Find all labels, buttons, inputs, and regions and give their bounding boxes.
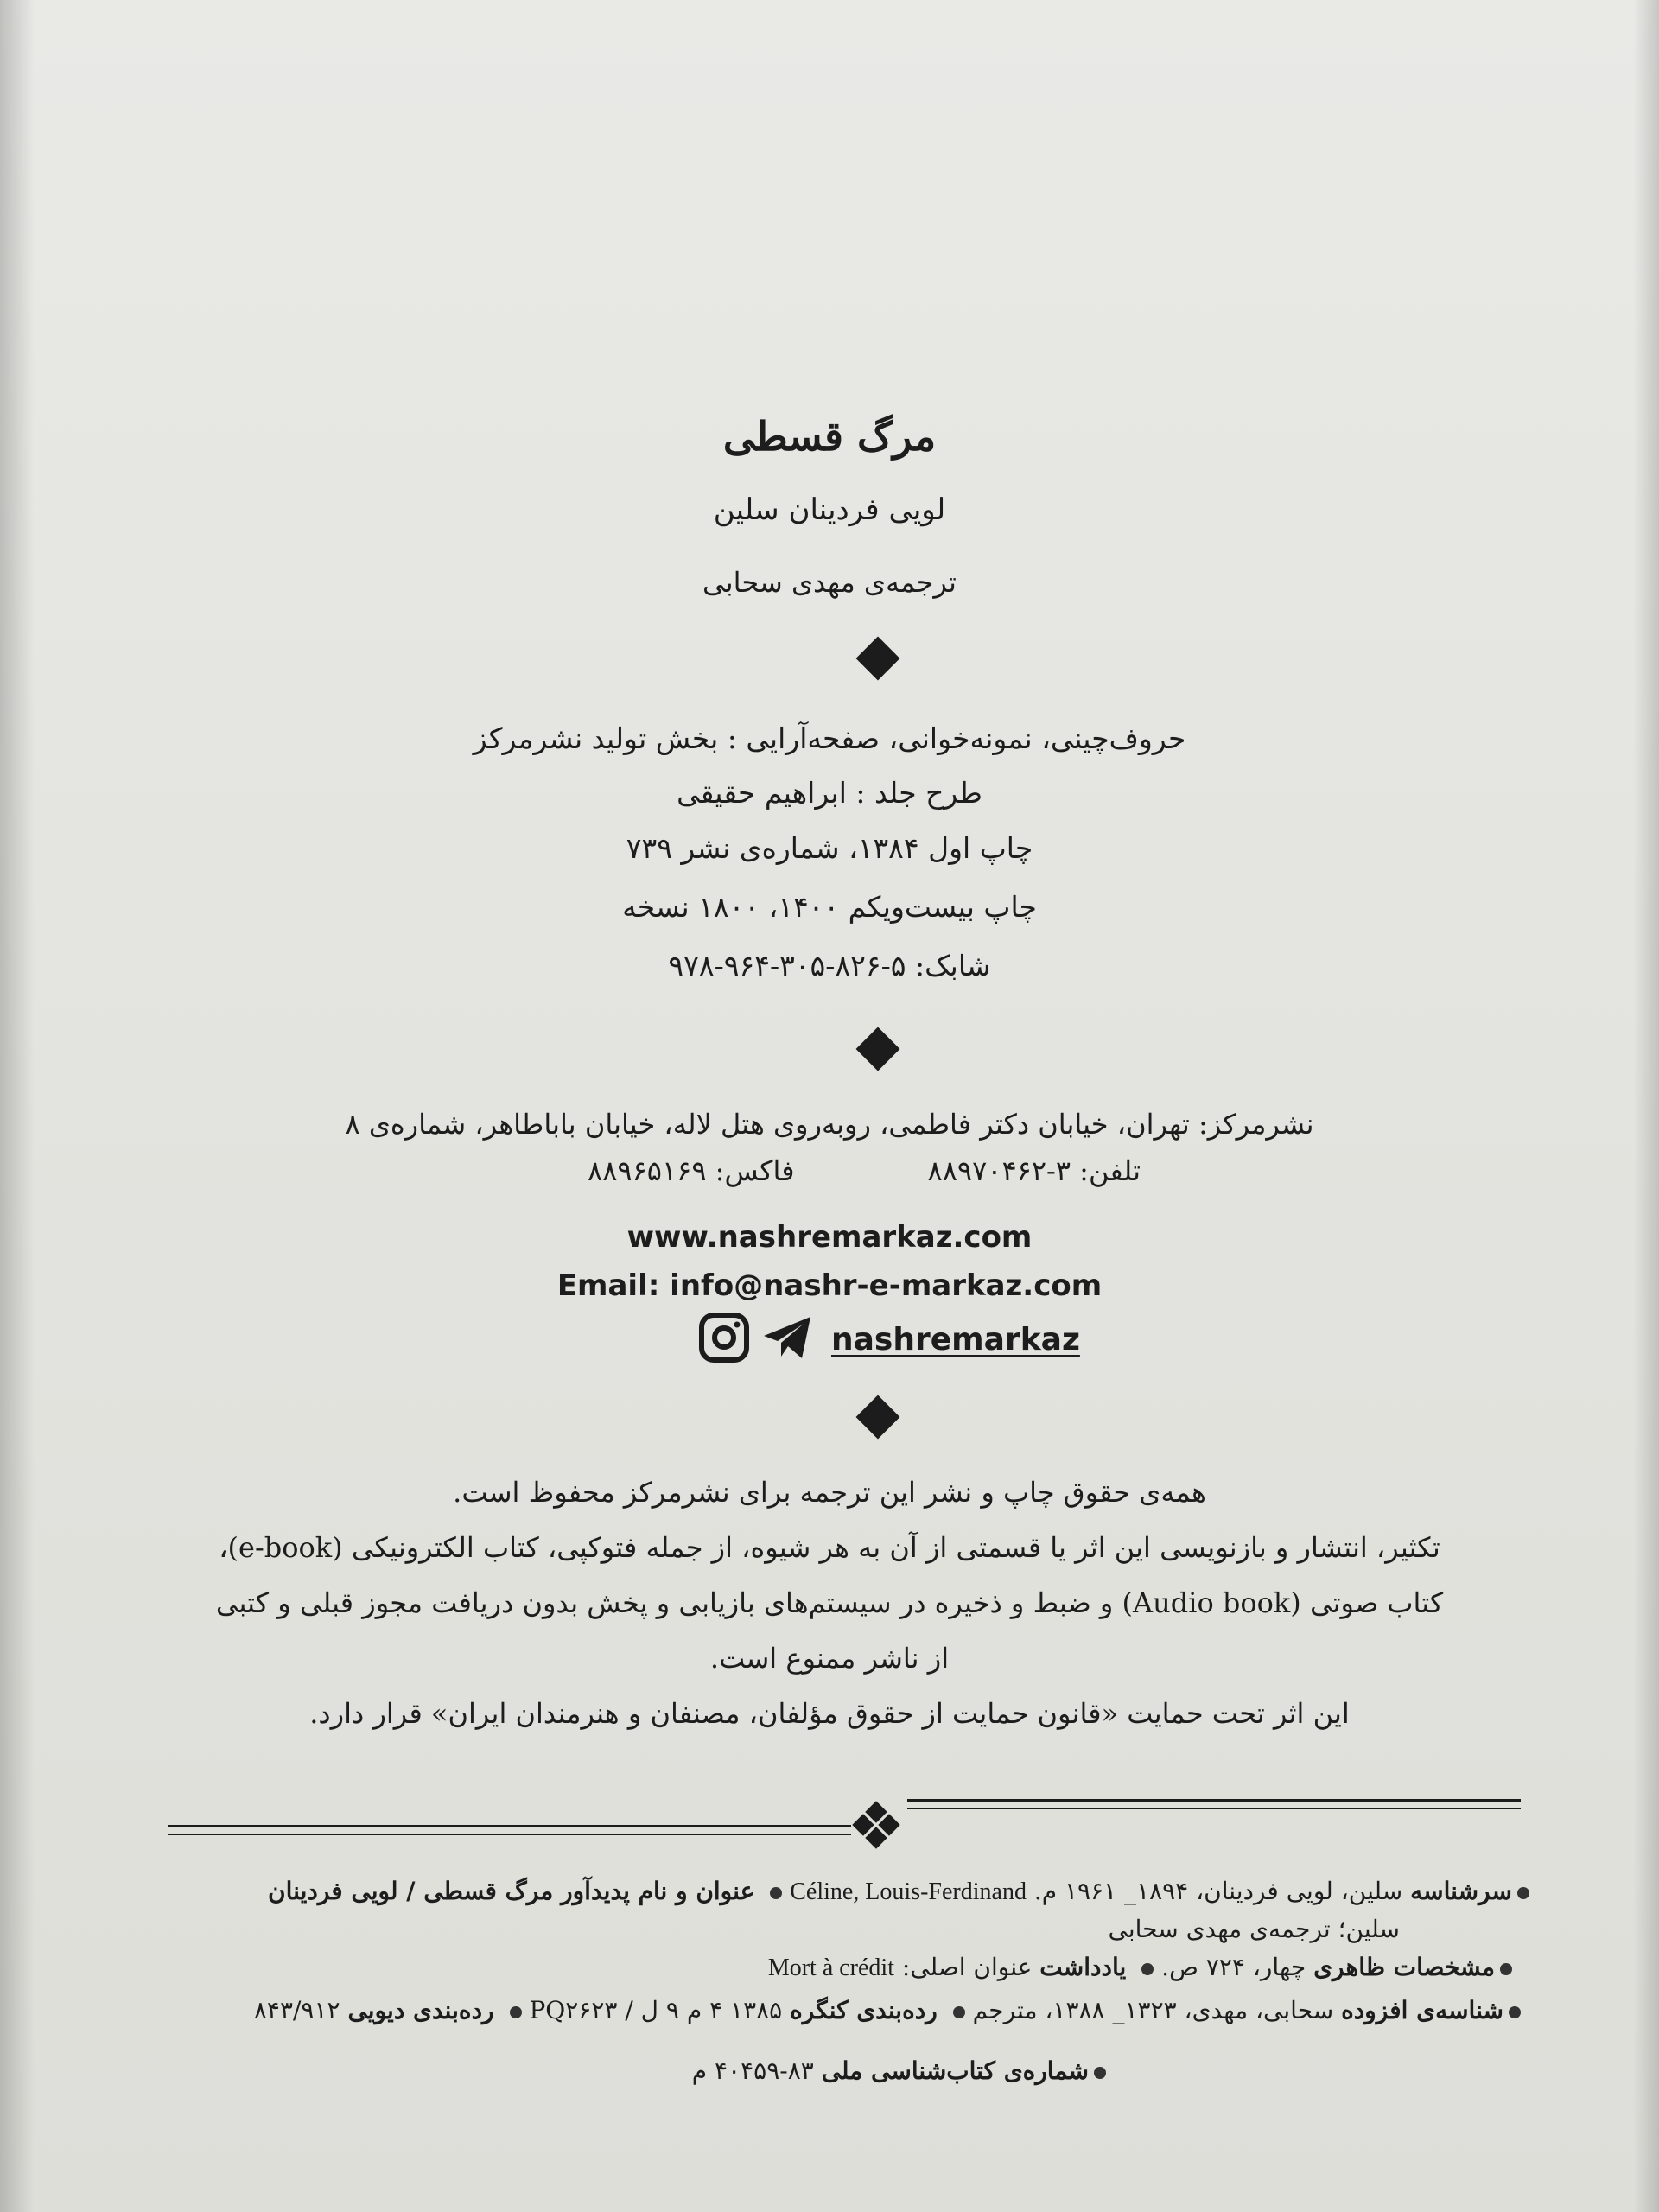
rights-line-5: این اثر تحت حمایت «قانون حمایت از حقوق مؤلفان، مصنفان و هنرمندان ایران» قرار دارد. bbox=[309, 1697, 1350, 1730]
first-print-info: چاپ اول ۱۳۸۴، شماره‌ی نشر ۷۳۹ bbox=[626, 831, 1033, 865]
production-credit: حروف‌چینی، نمونه‌خوانی، صفحه‌آرایی : بخش تولید نشرمرکز bbox=[473, 721, 1186, 755]
cip-title-value-cont: سلین؛ ترجمه‌ی مهدی سحابی bbox=[1108, 1915, 1400, 1943]
cip-lc-label: رده‌بندی کنگره bbox=[790, 1996, 938, 2024]
social-handle[interactable]: nashremarkaz bbox=[831, 1321, 1080, 1357]
current-print-info: چاپ بیست‌ویکم ۱۴۰۰، ۱۸۰۰ نسخه bbox=[622, 890, 1037, 924]
ornamental-rule-right bbox=[907, 1808, 1521, 1809]
telegram-icon[interactable] bbox=[760, 1313, 814, 1365]
cip-title-label: عنوان و نام پدیدآور bbox=[561, 1877, 755, 1905]
cip-national-label: شماره‌ی کتاب‌شناسی ملی bbox=[821, 2056, 1089, 2085]
cip-added-label: شناسه‌ی افزوده bbox=[1341, 1996, 1503, 2024]
cip-title-value: مرگ قسطی / لویی فردینان bbox=[268, 1877, 554, 1905]
publisher-address: نشرمرکز: تهران، خیابان دکتر فاطمی، روبه‌روی هتل لاله، خیابان باباطاهر، شماره‌ی ۸ bbox=[345, 1108, 1314, 1141]
cip-lc-value: ۱۳۸۵ ۴ م ۹ ل / PQ۲۶۲۳ bbox=[529, 1996, 783, 2024]
section-divider-diamond bbox=[856, 1027, 900, 1071]
rights-line-4: از ناشر ممنوع است. bbox=[709, 1642, 950, 1675]
bullet-icon bbox=[1141, 1963, 1154, 1975]
isbn: شابک: ۵-۸۲۶-۳۰۵-۹۶۴-۹۷۸ bbox=[668, 949, 991, 982]
bullet-icon bbox=[953, 2006, 965, 2018]
instagram-icon[interactable] bbox=[698, 1312, 750, 1367]
bullet-icon bbox=[1517, 1887, 1529, 1899]
cip-national-value: ۸۳-۴۰۴۵۹ م bbox=[691, 2056, 814, 2085]
rights-line-3: کتاب صوتی (Audio book) و ضبط و ذخیره در سیستم‌های بازیابی و پخش بدون دریافت مجوز قبلی و کتبی bbox=[215, 1586, 1444, 1619]
bullet-icon bbox=[770, 1887, 782, 1899]
cip-note-value: عنوان اصلی: bbox=[901, 1953, 1033, 1981]
section-divider-diamond bbox=[856, 637, 900, 681]
cip-added-value: سحابی، مهدی، ۱۳۲۳_ ۱۳۸۸، مترجم bbox=[972, 1996, 1334, 2024]
cip-note-label: یادداشت bbox=[1039, 1953, 1127, 1981]
cip-dewey-value: ۸۴۳/۹۱۲ bbox=[253, 1996, 340, 2024]
email-address[interactable]: Email: info@nashr-e-markaz.com bbox=[556, 1268, 1103, 1303]
cip-line-1 bbox=[268, 1877, 1529, 1906]
bullet-icon bbox=[510, 2006, 522, 2018]
rights-line-2: تکثیر، انتشار و بازنویسی این اثر یا قسمتی از آن به هر شیوه، از جمله فتوکپی، کتاب الکترونیکی (e-book)، bbox=[219, 1531, 1440, 1564]
cip-heading-latin: Céline, Louis-Ferdinand bbox=[790, 1878, 1027, 1905]
cip-line-3 bbox=[768, 1953, 1512, 1982]
book-title: مرگ قسطی bbox=[722, 413, 937, 460]
contact-numbers bbox=[588, 1154, 1141, 1187]
cip-physical-label: مشخصات ظاهری bbox=[1313, 1953, 1495, 1981]
rights-line-1: همه‌ی حقوق چاپ و نشر این ترجمه برای نشرمرکز محفوظ است. bbox=[453, 1476, 1206, 1509]
phone-number: تلفن: ۳-۸۸۹۷۰۴۶۲ bbox=[927, 1154, 1141, 1187]
bullet-icon bbox=[1094, 2067, 1106, 2079]
cip-dewey-label: رده‌بندی دیویی bbox=[347, 1996, 494, 2024]
book-author: لویی فردینان سلین bbox=[713, 493, 946, 527]
book-translator: ترجمه‌ی مهدی سحابی bbox=[702, 566, 957, 599]
cip-line-5 bbox=[692, 2056, 1106, 2085]
cip-note-latin: Mort à crédit bbox=[767, 1955, 894, 1981]
fax-number: فاکس: ۸۸۹۶۵۱۶۹ bbox=[588, 1154, 795, 1187]
bullet-icon bbox=[1509, 2006, 1521, 2018]
cip-line-2 bbox=[1109, 1915, 1400, 1943]
page-edge-shadow-left bbox=[0, 0, 35, 2212]
social-links bbox=[698, 1313, 1080, 1365]
cover-credit: طرح جلد : ابراهیم حقیقی bbox=[677, 776, 982, 810]
cip-physical-value: چهار، ۷۲۴ ص. bbox=[1161, 1953, 1306, 1981]
cip-line-4 bbox=[254, 1996, 1521, 2024]
ornamental-rule-left bbox=[168, 1834, 851, 1835]
ornamental-rule-right bbox=[907, 1799, 1521, 1802]
cip-heading-value: سلین، لویی فردینان، ۱۸۹۴_ ۱۹۶۱ م. bbox=[1033, 1877, 1403, 1905]
section-divider-diamond bbox=[856, 1395, 900, 1440]
ornamental-rule-left bbox=[168, 1825, 851, 1827]
website-link[interactable]: www.nashremarkaz.com bbox=[626, 1220, 1033, 1255]
cip-heading-label: سرشناسه bbox=[1410, 1877, 1512, 1905]
bullet-icon bbox=[1500, 1963, 1512, 1975]
page-edge-shadow-right bbox=[1633, 0, 1659, 2212]
